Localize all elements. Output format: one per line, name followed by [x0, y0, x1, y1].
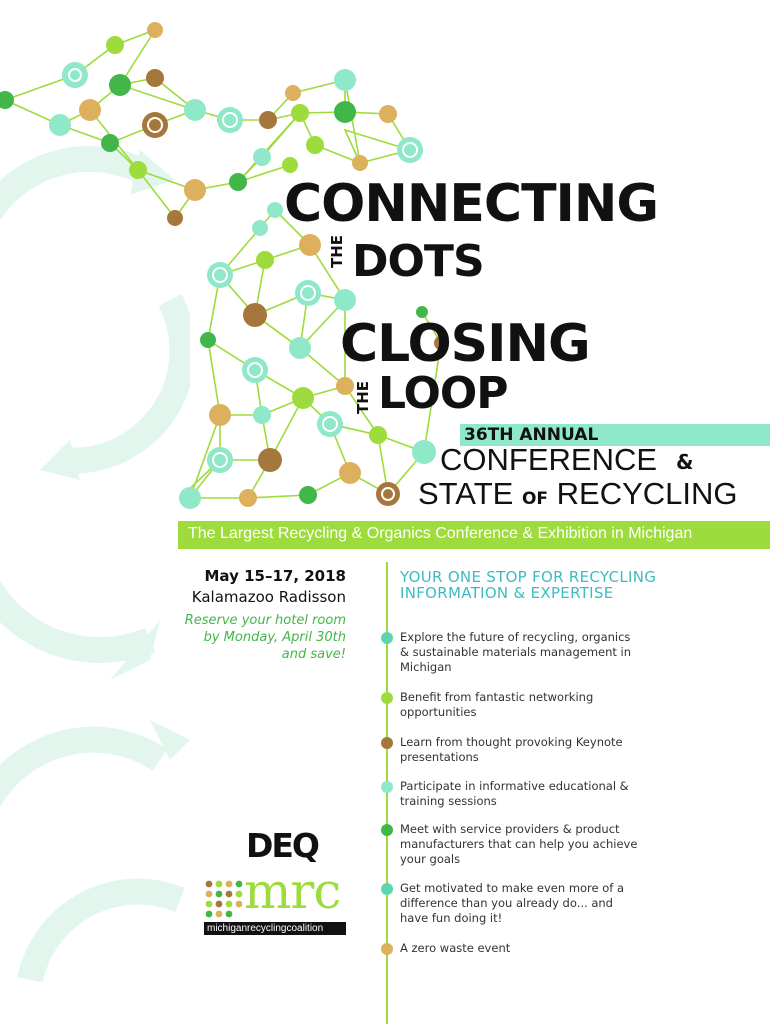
title-dots: DOTS [352, 236, 484, 287]
mrc-tagline: michiganrecyclingcoalition [207, 923, 324, 934]
event-venue: Kalamazoo Radisson [191, 588, 346, 606]
bullet-dot [381, 883, 393, 895]
state-of-recycling [418, 478, 738, 509]
bullet-dot [381, 824, 393, 836]
bullet-dot [381, 692, 393, 704]
bullet-dot [381, 943, 393, 955]
bullet-dot [381, 737, 393, 749]
mrc-logo [204, 862, 350, 936]
list-item-text: A zero waste event [400, 941, 511, 955]
of-word: OF [521, 489, 549, 509]
state-word: STATE [418, 476, 514, 511]
title-closing: CLOSING [340, 314, 590, 374]
list-item-text: Explore the future of recycling, organics & sustainable materials management in Michigan [400, 630, 632, 674]
highlights-heading: YOUR ONE STOP FOR RECYCLING INFORMATION & EXPERTISE [400, 568, 657, 602]
list-item-text: Benefit from fantastic networking opportunities [400, 690, 594, 719]
list-item-text: Get motivated to make even more of a difference than you already do... and have fun doing it! [400, 881, 625, 925]
event-details [176, 566, 346, 663]
title-the-1: THE [328, 234, 346, 268]
tagline-banner [178, 521, 770, 549]
mrc-tagline-bar [204, 922, 346, 935]
title-loop: LOOP [378, 368, 508, 419]
event-date: May 15–17, 2018 [204, 567, 346, 585]
mrc-dots-icon [204, 880, 244, 918]
deq-logo: DEQ [246, 826, 318, 865]
bullet-dot [381, 781, 393, 793]
list-item-text: Learn from thought provoking Keynote presentations [400, 735, 623, 764]
mrc-wordmark: mrc [244, 862, 341, 920]
annual-label: 36TH ANNUAL [464, 425, 599, 445]
bullet-dot [381, 632, 393, 644]
recycling-word: RECYCLING [556, 476, 738, 511]
title-the-2: THE [354, 380, 372, 414]
list-item-text: Participate in informative educational & training sessions [400, 779, 629, 808]
hotel-reserve-note: Reserve your hotel room by Monday, April 30th and save! [184, 613, 346, 662]
tagline-text: The Largest Recycling & Organics Conference & Exhibition in Michigan [188, 525, 693, 542]
conference-label: CONFERENCE [440, 442, 658, 477]
ampersand: & [676, 450, 694, 474]
title-connecting: CONNECTING [284, 174, 659, 234]
list-item-text: Meet with service providers & product manufacturers that can help you achieve your goals [400, 822, 638, 866]
